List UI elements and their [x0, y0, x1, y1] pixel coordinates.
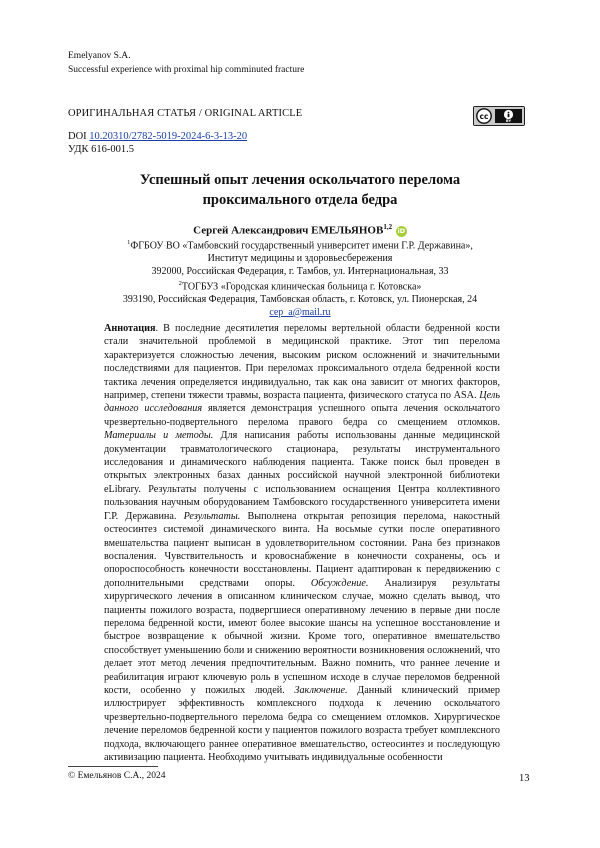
affil-1-line-2: Институт медицины и здоровьесбережения [207, 252, 393, 264]
copyright: © Емельянов С.А., 2024 [68, 771, 166, 781]
header-author: Emelyanov S.A. [68, 51, 131, 61]
author-line [68, 223, 532, 237]
header-running-title: Successful experience with proximal hip comminuted fracture [68, 65, 305, 75]
udc-code: УДК 616-001.5 [68, 144, 135, 155]
title-line-1: Успешный опыт лечения оскольчатого перелома [139, 172, 461, 188]
svg-text:cc: cc [479, 111, 489, 121]
author-email-link[interactable]: cep_a@mail.ru [269, 306, 331, 318]
doi-block [68, 130, 247, 156]
affil-1-sup: 1 [127, 239, 131, 246]
license-label: BY [505, 119, 512, 124]
abstract-methods: Для написания работы использованы данные медицинской документации травматологического стационара, результаты инструментального исследования и динамического наблюдения пациента. Также поиск был проведен в открытых электронных базах данных российской научной электронной библиотеки eLibrary. Результаты получены с использованием оснащения Центра коллективного пользования научным оборудованием Тамбовского государственного университета имени Г.Р. Державина. [104, 430, 500, 522]
abstract-aim: является демонстрация успешного опыта лечения оскольчатого чрезвертельно-подвертельного перелома правого бедра со смещением отломков. [104, 403, 500, 428]
affil-2-sup: 2 [178, 280, 182, 288]
running-header [68, 49, 304, 77]
page-number: 13 [519, 773, 530, 784]
license-badge[interactable] [473, 106, 525, 126]
abstract-conclusion: Данный клинический пример иллюстрирует эффективность комплексного подхода к лечению оскольчатого чрезвертельно-подвертельного перелома бедра со смещением отломков. Хирургическое лечение переломов бедренной кости у пациентов пожилого возраста требует комплексного подхода, включающего раннее оперативное вмешательство, остеосинтез и последующую активизацию пациента. Необходимо учитывать индивидуальные особенности [104, 684, 501, 763]
abstract-conclusion-label: Заключение. [294, 684, 348, 696]
abstract-discussion: Анализируя результаты хирургического лечения в описанном клиническом случае, можно сделать вывод, что пациенты пожилого возраста, подвергшиеся оперативному лечению в первые дни после перелома бедренной кости, имеют более высокие шансы на успешное восстановление и быстрое возвращение к обычной жизни. Кроме того, оперативное вмешательство способствует уменьшению боли и снижению вероятности возникновения осложнений, что делает этот метод лечения предпочтительным. Важно помнить, что раннее лечение и реабилитация играют ключевую роль в успешном исходе в случае переломов бедренной кости, особенно у пожилых людей. [104, 577, 500, 696]
abstract-discussion-label: Обсуждение. [310, 577, 369, 589]
doi-prefix: DOI [68, 131, 90, 142]
affil-2-line-1: ТОГБУЗ «Городская клиническая больница г. Котовска» [181, 281, 422, 293]
abstract-label: Аннотация [104, 323, 156, 334]
abstract-results-label: Результаты. [183, 510, 241, 522]
abstract-aim-label: Цель данного исследования [104, 390, 500, 415]
footer-rule [68, 766, 158, 767]
article-title [68, 170, 532, 210]
article-type-label: ОРИГИНАЛЬНАЯ СТАТЬЯ / ORIGINAL ARTICLE [68, 108, 303, 119]
abstract-methods-label: Материалы и методы. [104, 430, 214, 442]
abstract [104, 322, 500, 764]
affil-1-line-3: 392000, Российская Федерация, г. Тамбов, ул. Интернациональная, 33 [151, 265, 449, 277]
doi-link[interactable]: 10.20310/2782-5019-2024-6-3-13-20 [89, 131, 248, 142]
cc-by-icon [474, 107, 524, 125]
affiliations [68, 237, 532, 319]
affil-2-line-2: 393190, Российская Федерация, Тамбовская область, г. Котовск, ул. Пионерская, 24 [122, 294, 478, 306]
title-line-2: проксимального отдела бедра [202, 192, 398, 208]
author-name: Сергей Александрович ЕМЕЛЬЯНОВ [193, 224, 384, 237]
author-affil-sup: 1,2 [383, 223, 393, 231]
orcid-icon[interactable]: iD [397, 226, 406, 235]
abstract-results: Выполнена открытая репозиция перелома, накостный остеосинтез системой динамического винта. На восьмые сутки после оперативного вмешательства пациент выписан в удовлетворительном состоянии. Рана без признаков воспаления. Чувствительность и кровоснабжение в конечности сохранены, ось и опороспособность конечности восстановлены. Пациент адаптирован к передвижению с дополнительными средствами опоры. [104, 510, 500, 589]
abstract-intro: . В последние десятилетия переломы вертельной области бедренной кости стали значительной проблемой в медицинской практике. Этот тип перелома характеризуется сложностью лечения, высоким риском осложнений и значительными последствиями для пациентов. При переломах проксимального отдела бедренной кости тактика лечения определяется индивидуально, так как она зависит от многих факторов, например, степени тяжести травмы, возраста пациента, физического статуса по ASA. [104, 323, 500, 402]
affil-1-line-1: ФГБОУ ВО «Тамбовский государственный университет имени Г.Р. Державина», [130, 240, 473, 252]
